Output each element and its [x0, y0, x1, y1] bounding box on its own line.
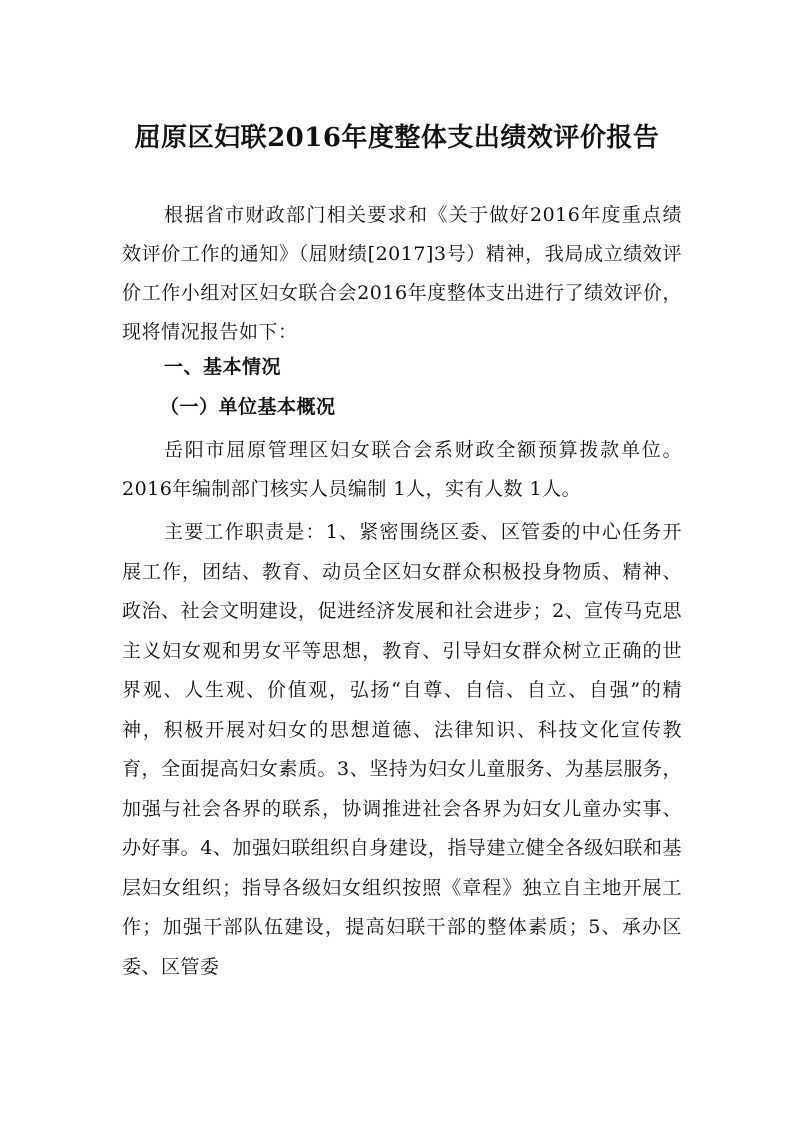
- intro-paragraph: 根据省市财政部门相关要求和《关于做好2016年度重点绩效评价工作的通知》（屈财绩[2017]3号）精神，我局成立绩效评价工作小组对区妇女联合会2016年度整体支出进行了绩效评价，现将情况报告如下：: [122, 204, 682, 343]
- section-heading-basic-info: 一、基本情况: [164, 356, 282, 378]
- unit-overview-paragraph: 岳阳市屈原管理区妇女联合会系财政全额预算拨款单位。2016年编制部门核实人员编制 1人，实有人数 1人。: [122, 439, 682, 500]
- duties-paragraph: 主要工作职责是：1、紧密围绕区委、区管委的中心任务开展工作，团结、教育、动员全区妇女群众积极投身物质、精神、政治、社会文明建设，促进经济发展和社会进步；2、宣传马克思主义妇女观和男女平等思想，教育、引导妇女群众树立正确的世界观、人生观、价值观，弘扬“自尊、自信、自立、自强”的精神，积极开展对妇女的思想道德、法律知识、科技文化宣传教育，全面提高妇女素质。3、坚持为妇女儿童服务、为基层服务，加强与社会各界的联系，协调推进社会各界为妇女儿童办实事、办好事。4、加强妇联组织自身建设，指导建立健全各级妇联和基层妇女组织；指导各级妇女组织按照《章程》独立自主地开展工作；加强干部队伍建设，提高妇联干部的整体素质；5、承办区委、区管委: [122, 521, 682, 978]
- subsection-heading-unit-overview: （一）单位基本概况: [160, 396, 336, 418]
- report-title: 屈原区妇联2016年度整体支出绩效评价报告: [134, 123, 660, 154]
